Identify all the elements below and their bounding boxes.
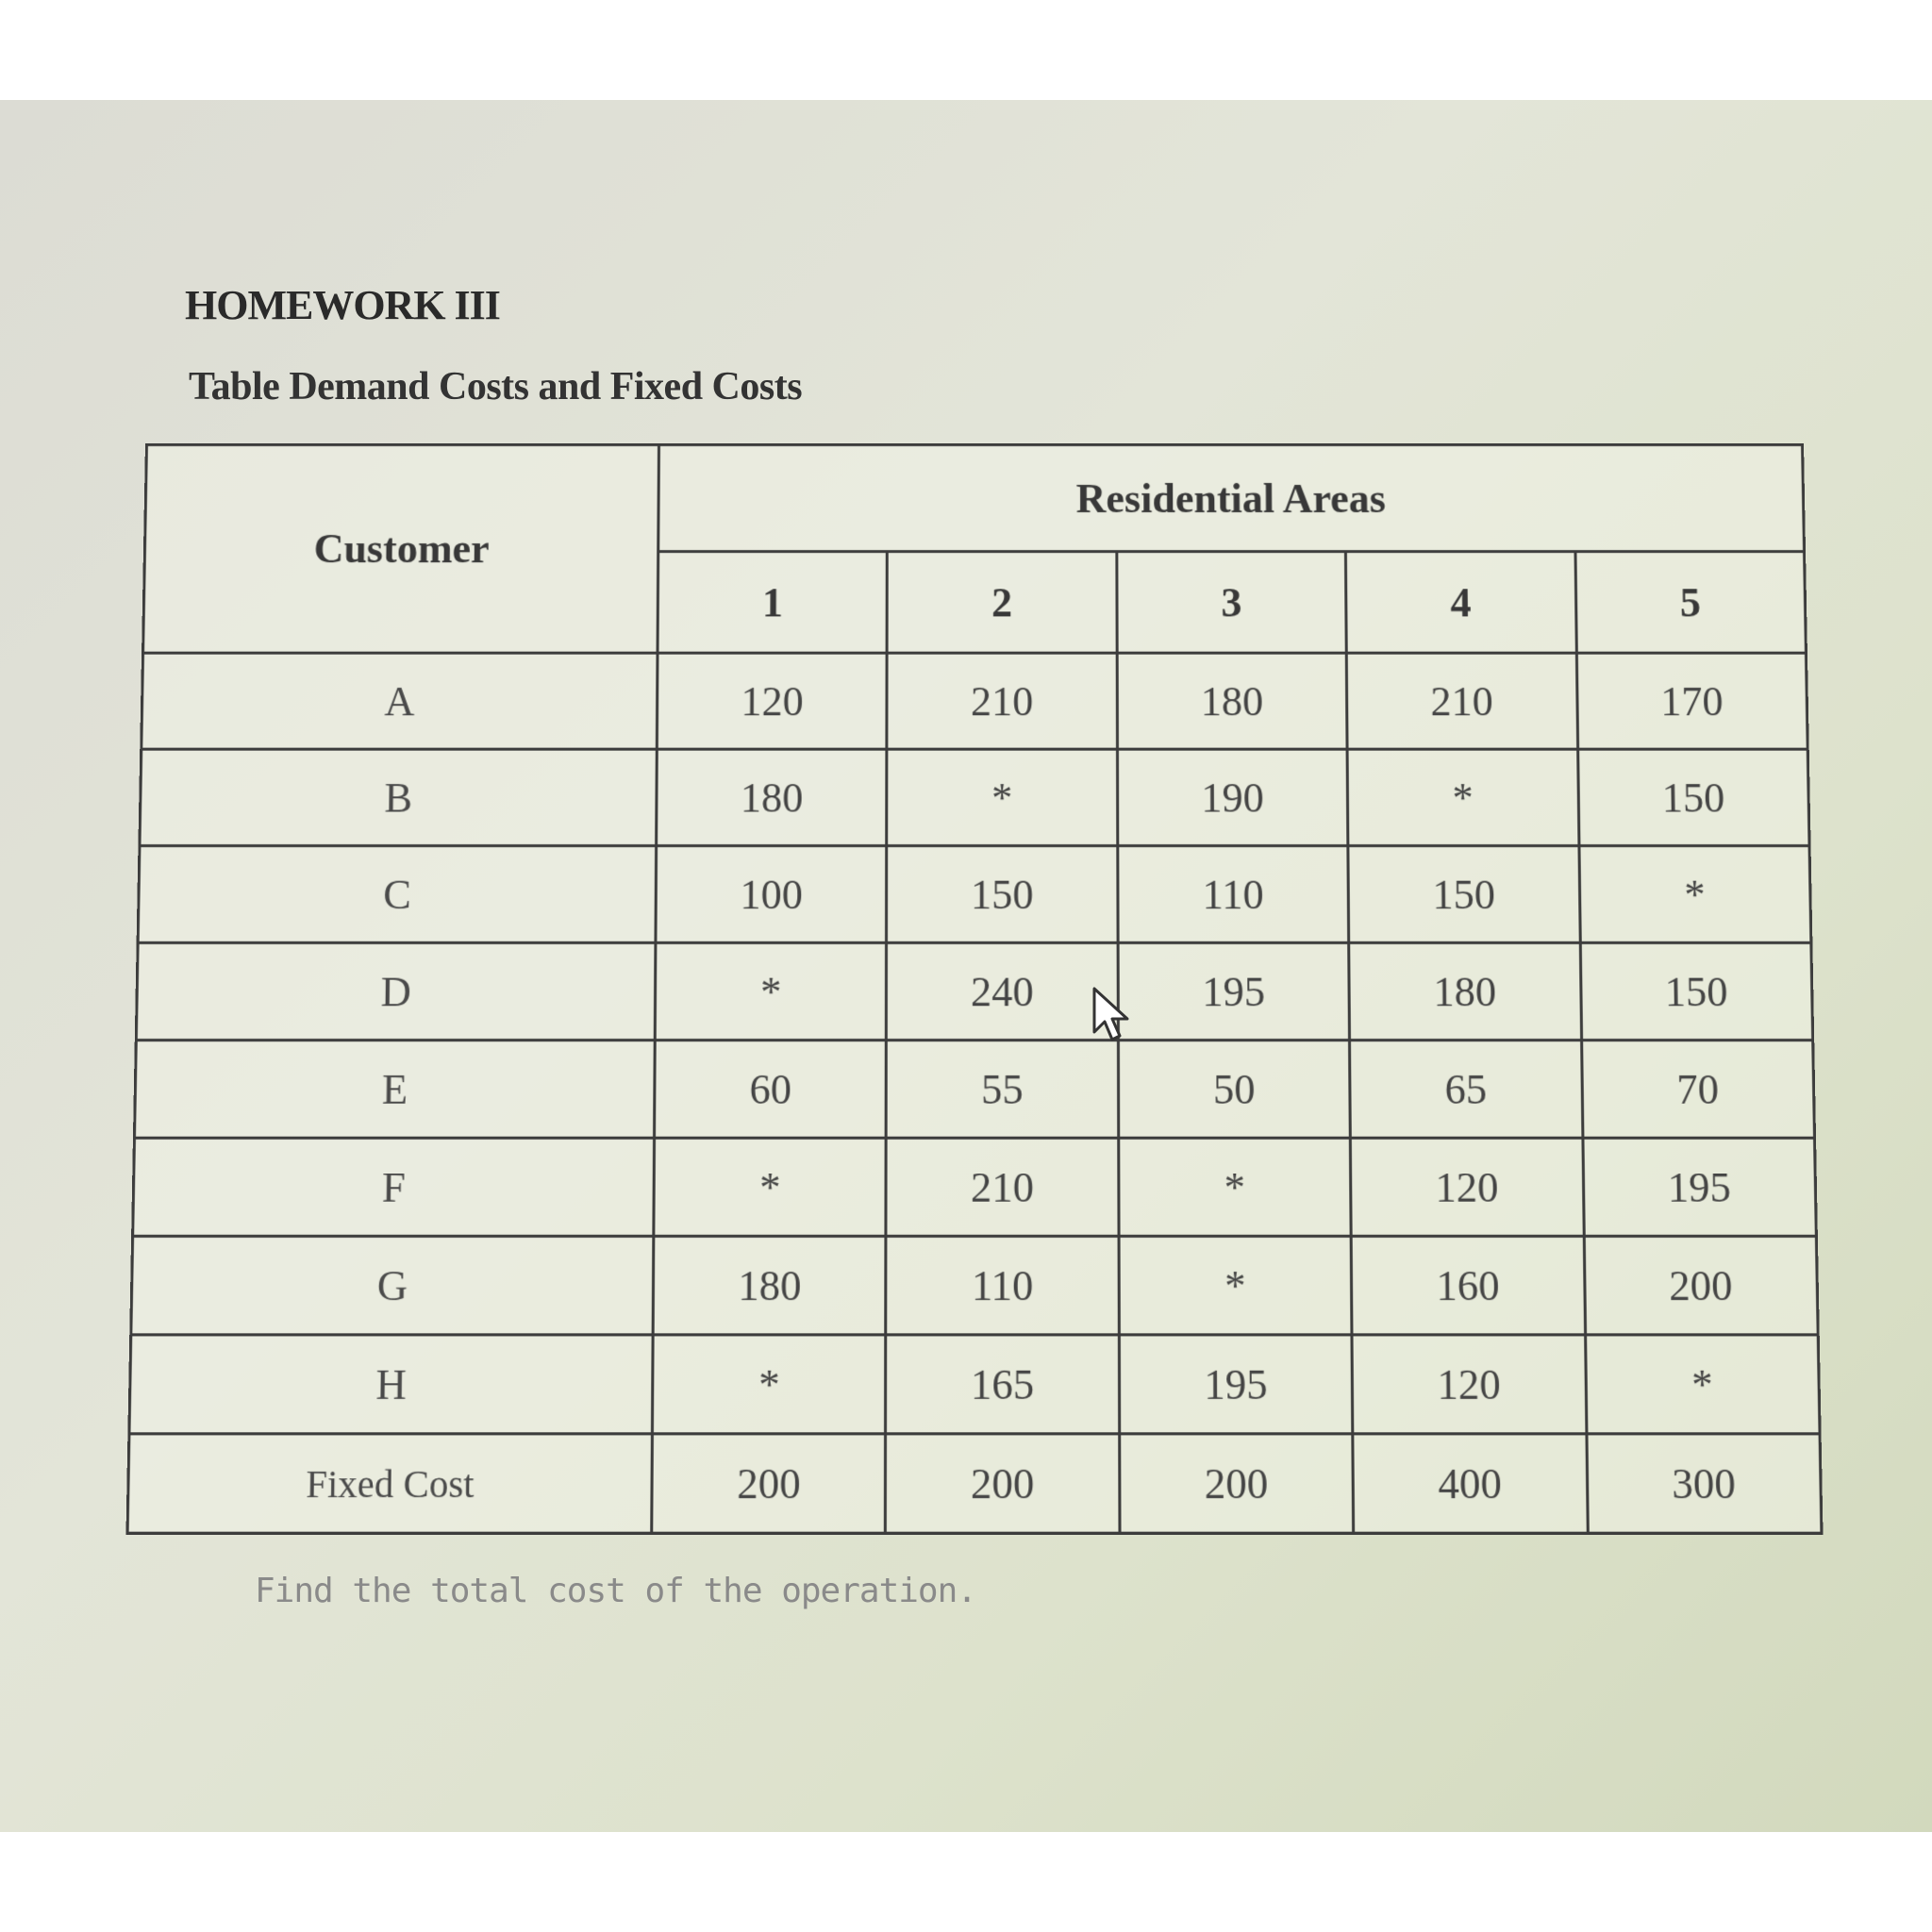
cost-cell: 110 bbox=[886, 1236, 1119, 1335]
cost-cell: * bbox=[1579, 846, 1811, 943]
cost-cell: 210 bbox=[887, 653, 1117, 749]
fixed-cost-cell: 200 bbox=[1119, 1434, 1353, 1533]
page-title: HOMEWORK III bbox=[185, 282, 500, 328]
area-header-5: 5 bbox=[1575, 552, 1807, 654]
table-row bbox=[142, 653, 1807, 749]
cost-cell: 50 bbox=[1118, 1041, 1350, 1139]
area-header-3: 3 bbox=[1117, 552, 1347, 654]
table-row bbox=[131, 1236, 1818, 1335]
cost-cell: * bbox=[655, 942, 887, 1040]
area-header-4: 4 bbox=[1346, 552, 1576, 654]
cost-cell: 100 bbox=[656, 846, 887, 943]
cost-cell: 190 bbox=[1117, 749, 1348, 845]
table-row bbox=[140, 749, 1809, 845]
cost-cell: * bbox=[654, 1138, 887, 1236]
cost-cell: * bbox=[887, 749, 1117, 845]
fixed-cost-cell: 200 bbox=[886, 1434, 1120, 1533]
customer-label: D bbox=[136, 942, 656, 1040]
cost-cell: 120 bbox=[1350, 1138, 1583, 1236]
cost-cell: 180 bbox=[1117, 653, 1347, 749]
cost-cell: * bbox=[1119, 1236, 1352, 1335]
fixed-cost-cell: 200 bbox=[652, 1434, 886, 1533]
customer-label: A bbox=[142, 653, 658, 749]
customer-label: C bbox=[138, 846, 656, 943]
cost-cell: 210 bbox=[886, 1138, 1118, 1236]
cost-cell: * bbox=[1585, 1335, 1820, 1434]
cost-cell: 195 bbox=[1119, 1335, 1353, 1434]
cost-cell: 110 bbox=[1118, 846, 1349, 943]
cost-cell: 60 bbox=[655, 1041, 887, 1139]
cost-cell: 210 bbox=[1346, 653, 1577, 749]
screen-photo bbox=[0, 100, 1932, 1832]
area-header-1: 1 bbox=[658, 552, 888, 654]
customer-label: F bbox=[133, 1138, 655, 1236]
cost-cell: 150 bbox=[1348, 846, 1580, 943]
cost-cell: * bbox=[1347, 749, 1578, 845]
table-caption: Table Demand Costs and Fixed Costs bbox=[189, 365, 803, 408]
residential-areas-header: Residential Areas bbox=[658, 444, 1805, 551]
cost-cell: * bbox=[652, 1335, 886, 1434]
cost-cell: 70 bbox=[1581, 1041, 1814, 1139]
cost-cell: 180 bbox=[657, 749, 888, 845]
fixed-cost-row bbox=[127, 1434, 1822, 1533]
table-row bbox=[136, 942, 1812, 1040]
cost-cell: 180 bbox=[1349, 942, 1581, 1040]
cost-cell: 170 bbox=[1576, 653, 1807, 749]
cost-cell: 195 bbox=[1118, 942, 1350, 1040]
cost-cell: * bbox=[1119, 1138, 1352, 1236]
cost-cell: 240 bbox=[887, 942, 1118, 1040]
cost-table-container bbox=[126, 443, 1824, 1535]
customer-label: B bbox=[140, 749, 657, 845]
instruction-text: Find the total cost of the operation. bbox=[255, 1572, 976, 1610]
mouse-pointer-icon bbox=[1092, 987, 1136, 1045]
fixed-cost-cell: 400 bbox=[1353, 1434, 1588, 1533]
table-header-row bbox=[144, 444, 1804, 551]
table-row bbox=[138, 846, 1811, 943]
cost-cell: 200 bbox=[1584, 1236, 1818, 1335]
cost-cell: 150 bbox=[1580, 942, 1813, 1040]
cost-cell: 150 bbox=[1577, 749, 1809, 845]
cost-cell: 165 bbox=[886, 1335, 1120, 1434]
table-row bbox=[133, 1138, 1817, 1236]
cost-cell: 65 bbox=[1350, 1041, 1583, 1139]
cost-cell: 195 bbox=[1582, 1138, 1816, 1236]
cost-cell: 120 bbox=[1352, 1335, 1586, 1434]
cost-cell: 120 bbox=[657, 653, 887, 749]
customer-label: H bbox=[129, 1335, 653, 1434]
customer-label: E bbox=[134, 1041, 655, 1139]
cost-table bbox=[126, 443, 1824, 1535]
table-row bbox=[129, 1335, 1820, 1434]
area-header-2: 2 bbox=[887, 552, 1116, 654]
cost-cell: 180 bbox=[653, 1236, 886, 1335]
customer-label: G bbox=[131, 1236, 654, 1335]
fixed-cost-cell: 300 bbox=[1587, 1434, 1822, 1533]
customer-header: Customer bbox=[143, 444, 659, 653]
cost-cell: 150 bbox=[887, 846, 1118, 943]
fixed-cost-label: Fixed Cost bbox=[127, 1434, 652, 1533]
cost-cell: 55 bbox=[887, 1041, 1119, 1139]
cost-cell: 160 bbox=[1351, 1236, 1585, 1335]
table-row bbox=[134, 1041, 1814, 1139]
